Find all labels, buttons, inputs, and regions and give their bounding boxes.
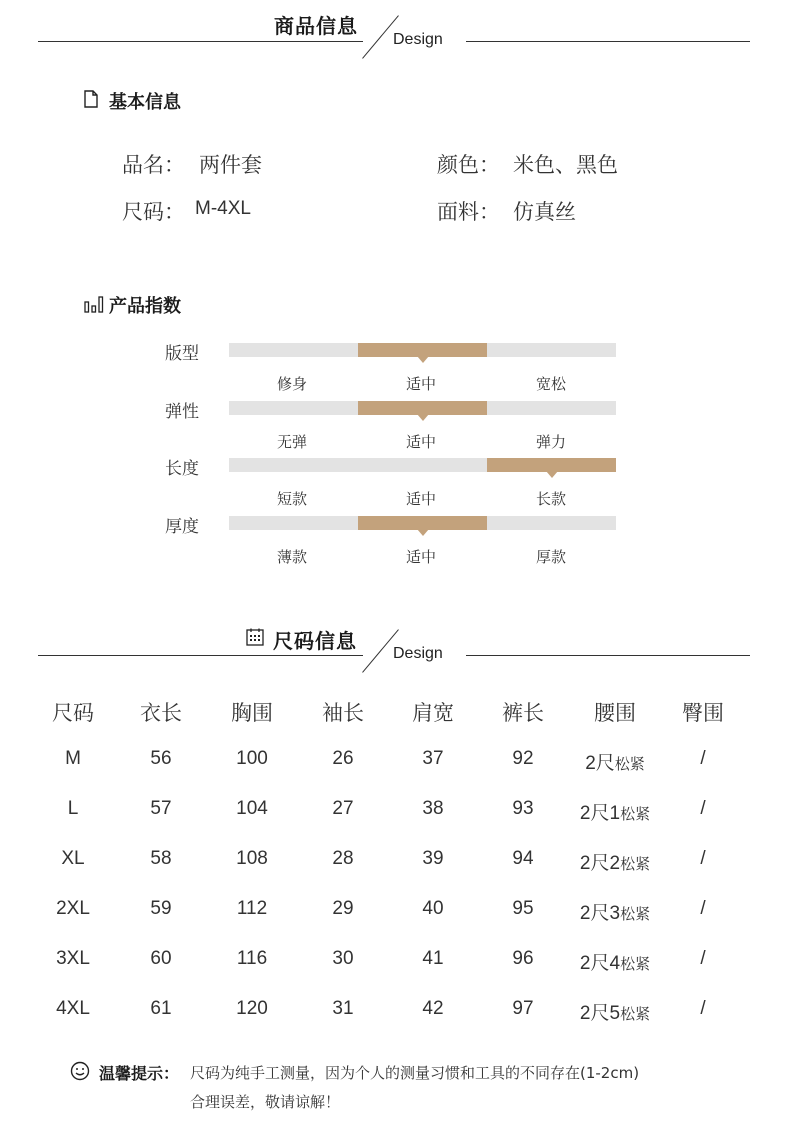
table-cell <box>570 748 660 775</box>
index-option: 无弹 <box>276 432 307 451</box>
field-label-color: 颜色： <box>437 153 500 177</box>
table-cell: 42 <box>422 998 444 1019</box>
table-cell: 100 <box>236 748 268 769</box>
bar-chart-icon <box>84 296 104 313</box>
index-option: 适中 <box>405 490 436 508</box>
table-cell <box>570 948 660 975</box>
index-bar-selected <box>487 458 616 472</box>
waist-suffix: 松紧 <box>614 756 645 773</box>
table-header-cell: 胸围 <box>231 701 273 725</box>
table-cell: 37 <box>422 748 444 769</box>
index-pointer <box>417 414 429 421</box>
table-cell: 39 <box>422 848 444 869</box>
table-cell: / <box>700 998 706 1019</box>
index-option: 适中 <box>405 432 436 451</box>
size-header-line-right <box>466 655 750 656</box>
table-cell: 56 <box>150 748 172 769</box>
index-bar-selected <box>358 343 487 357</box>
table-cell: 58 <box>150 848 172 869</box>
table-cell: 40 <box>422 898 444 919</box>
table-cell: 116 <box>236 948 268 969</box>
waist-suffix: 松紧 <box>620 806 651 823</box>
index-label: 弹性 <box>165 401 199 422</box>
product-info-title: 商品信息 <box>274 14 358 38</box>
table-cell: 60 <box>150 948 172 969</box>
table-cell: 41 <box>422 948 444 969</box>
table-cell: XL <box>61 848 85 869</box>
table-header-cell: 臀围 <box>682 701 724 725</box>
index-label: 厚度 <box>165 516 199 537</box>
field-label-name: 品名： <box>122 153 185 177</box>
basic-info-title: 基本信息 <box>109 92 181 113</box>
table-cell <box>570 998 660 1025</box>
waist-suffix: 松紧 <box>620 856 651 873</box>
field-value-size: M-4XL <box>195 198 251 219</box>
index-label: 版型 <box>165 344 199 364</box>
table-cell: 26 <box>332 748 354 769</box>
table-cell: 97 <box>512 998 534 1019</box>
waist-suffix: 松紧 <box>620 1006 651 1023</box>
table-header-cell: 肩宽 <box>412 701 454 725</box>
waist-suffix: 松紧 <box>620 956 651 973</box>
table-header-cell: 腰围 <box>594 701 636 725</box>
waist-suffix: 松紧 <box>620 906 651 923</box>
index-option: 弹力 <box>535 432 566 451</box>
header-line-right <box>466 41 750 42</box>
field-value-color: 米色、黑色 <box>513 153 618 177</box>
table-cell: 30 <box>332 948 354 969</box>
table-cell <box>570 898 660 925</box>
table-cell: / <box>700 948 706 969</box>
index-option: 薄款 <box>276 547 307 566</box>
index-option: 适中 <box>405 375 436 393</box>
field-label-fabric: 面料： <box>437 200 500 224</box>
index-bar-selected <box>358 401 487 415</box>
table-cell: 28 <box>332 848 354 869</box>
index-bar-selected <box>358 516 487 530</box>
waist-value: 2尺1 <box>579 803 621 824</box>
table-cell: 96 <box>512 948 534 969</box>
index-option: 适中 <box>405 547 436 566</box>
table-cell: 29 <box>332 898 354 919</box>
table-cell: 120 <box>236 998 268 1019</box>
index-option: 修身 <box>276 375 307 393</box>
waist-value: 2尺2 <box>579 853 621 874</box>
tip-line-2: 合理误差，敬请谅解！ <box>190 1093 341 1111</box>
table-cell <box>570 848 660 875</box>
table-cell: 57 <box>150 798 172 819</box>
waist-value: 2尺5 <box>579 1003 621 1024</box>
table-cell: / <box>700 898 706 919</box>
index-pointer <box>417 529 429 536</box>
index-pointer <box>417 356 429 363</box>
product-index-title: 产品指数 <box>109 296 181 317</box>
table-cell: / <box>700 848 706 869</box>
table-cell: / <box>700 798 706 819</box>
smiley-icon <box>70 1061 90 1081</box>
table-header-cell: 裤长 <box>502 701 544 725</box>
size-info-design: Design <box>393 645 443 662</box>
table-cell: 61 <box>150 998 172 1019</box>
table-cell: 27 <box>332 798 354 819</box>
field-value-name: 两件套 <box>199 153 262 177</box>
table-cell: 112 <box>236 898 268 919</box>
table-cell: 2XL <box>56 898 90 919</box>
waist-value: 2尺4 <box>579 953 621 974</box>
waist-value: 2尺3 <box>579 903 621 924</box>
table-cell: 59 <box>150 898 172 919</box>
table-cell: 3XL <box>56 948 90 969</box>
table-cell: 38 <box>422 798 444 819</box>
table-cell: 95 <box>512 898 534 919</box>
table-cell: / <box>700 748 706 769</box>
document-icon <box>84 90 98 108</box>
tip-title: 温馨提示： <box>99 1064 180 1083</box>
index-option: 长款 <box>535 490 566 508</box>
product-info-design: Design <box>393 31 443 48</box>
index-label: 长度 <box>165 459 199 479</box>
index-pointer <box>546 471 558 478</box>
size-info-title: 尺码信息 <box>273 629 357 653</box>
table-header-cell: 袖长 <box>322 701 364 725</box>
tip-line-1: 尺码为纯手工测量，因为个人的测量习惯和工具的不同存在(1-2cm) <box>190 1064 640 1082</box>
table-cell: 108 <box>236 848 268 869</box>
table-cell: 94 <box>512 848 534 869</box>
table-cell: M <box>65 748 81 769</box>
table-cell: 31 <box>332 998 354 1019</box>
index-option: 厚款 <box>535 547 566 566</box>
table-header-cell: 尺码 <box>52 701 94 725</box>
table-header-cell: 衣长 <box>140 701 182 725</box>
table-cell <box>570 798 660 825</box>
size-header-line-left <box>38 655 363 656</box>
waist-value: 2尺 <box>585 753 615 774</box>
calendar-grid-icon <box>246 628 264 646</box>
table-cell: L <box>67 798 79 819</box>
table-cell: 92 <box>512 748 534 769</box>
table-cell: 4XL <box>56 998 90 1019</box>
index-option: 宽松 <box>535 375 566 393</box>
field-value-fabric: 仿真丝 <box>513 200 576 224</box>
table-cell: 93 <box>512 798 534 819</box>
field-label-size: 尺码： <box>122 200 185 224</box>
index-option: 短款 <box>276 490 307 508</box>
table-cell: 104 <box>236 798 268 819</box>
header-line-left <box>38 41 363 42</box>
